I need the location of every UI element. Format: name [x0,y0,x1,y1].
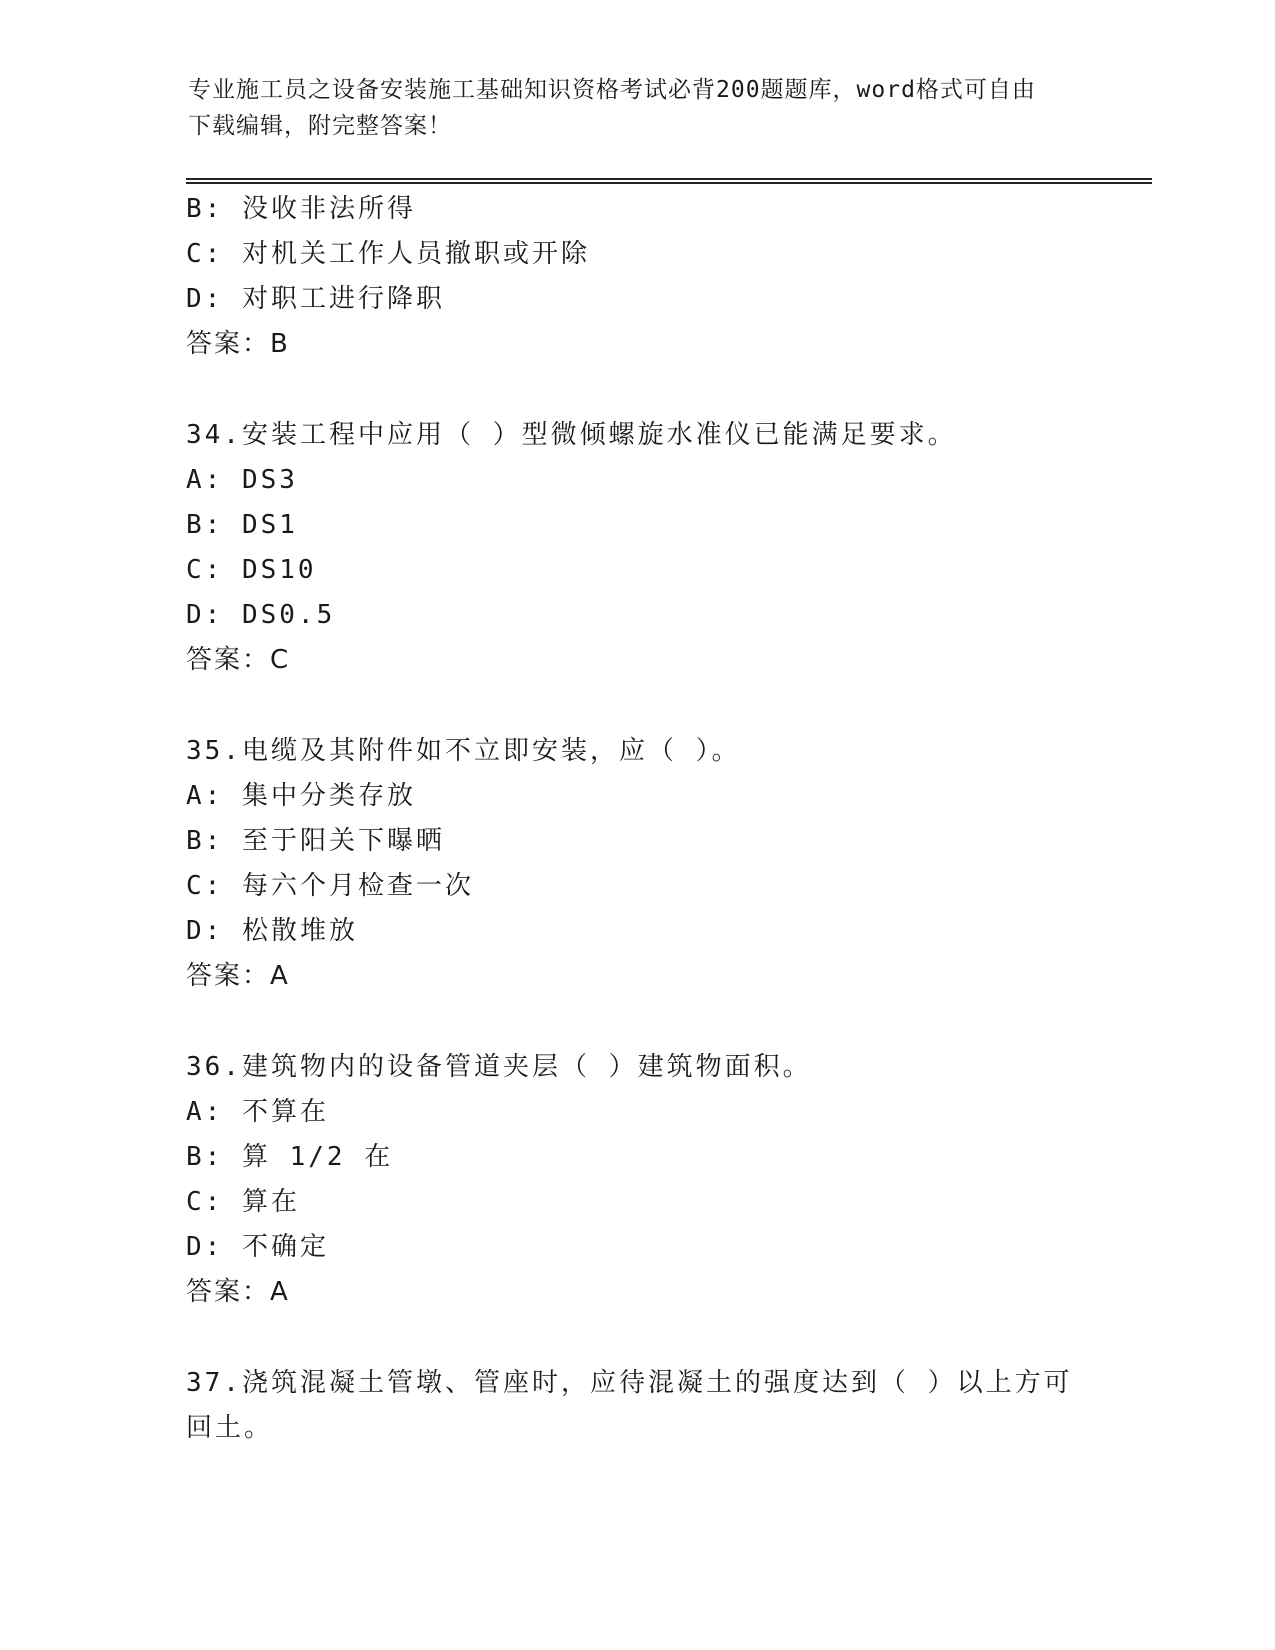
question-34-stem: 34.安装工程中应用（ ）型微倾螺旋水准仪已能满足要求。 [186,420,957,450]
header-divider-bottom [186,182,1152,184]
question-34-option-c: C: DS10 [186,555,317,585]
option-d: D: 对职工进行降职 [186,284,445,314]
question-36-stem: 36.建筑物内的设备管道夹层（ ）建筑物面积。 [186,1052,812,1082]
question-35-option-c: C: 每六个月检查一次 [186,871,474,901]
question-36-option-a: A: 不算在 [186,1097,329,1127]
header-line-2: 下载编辑，附完整答案！ [188,113,452,139]
document-header [188,72,1088,144]
option-c: C: 对机关工作人员撤职或开除 [186,239,590,269]
question-34-answer: 答案：C [186,645,291,675]
question-35-stem: 35.电缆及其附件如不立即安装，应（ ）。 [186,736,741,766]
option-b: B: 没收非法所得 [186,194,416,224]
question-35-answer: 答案：A [186,961,290,991]
question-36-option-c: C: 算在 [186,1187,300,1217]
question-36-option-b: B: 算 1/2 在 [186,1142,394,1172]
question-34-option-d: D: DS0.5 [186,600,336,630]
question-35-option-b: B: 至于阳关下曝晒 [186,826,445,856]
header-divider-top [186,178,1152,180]
answer-label: 答案：B [186,329,290,359]
question-34-option-b: B: DS1 [186,510,298,540]
question-35-option-d: D: 松散堆放 [186,916,358,946]
question-36-answer: 答案：A [186,1277,290,1307]
question-37-stem-line-1: 37.浇筑混凝土管墩、管座时，应待混凝土的强度达到（ ）以上方可 [186,1368,1073,1398]
question-36-option-d: D: 不确定 [186,1232,329,1262]
question-37-stem-line-2: 回土。 [186,1413,274,1443]
question-34-option-a: A: DS3 [186,465,298,495]
header-line-1: 专业施工员之设备安装施工基础知识资格考试必背200题题库，word格式可自由 [188,77,1036,103]
question-35-option-a: A: 集中分类存放 [186,781,416,811]
